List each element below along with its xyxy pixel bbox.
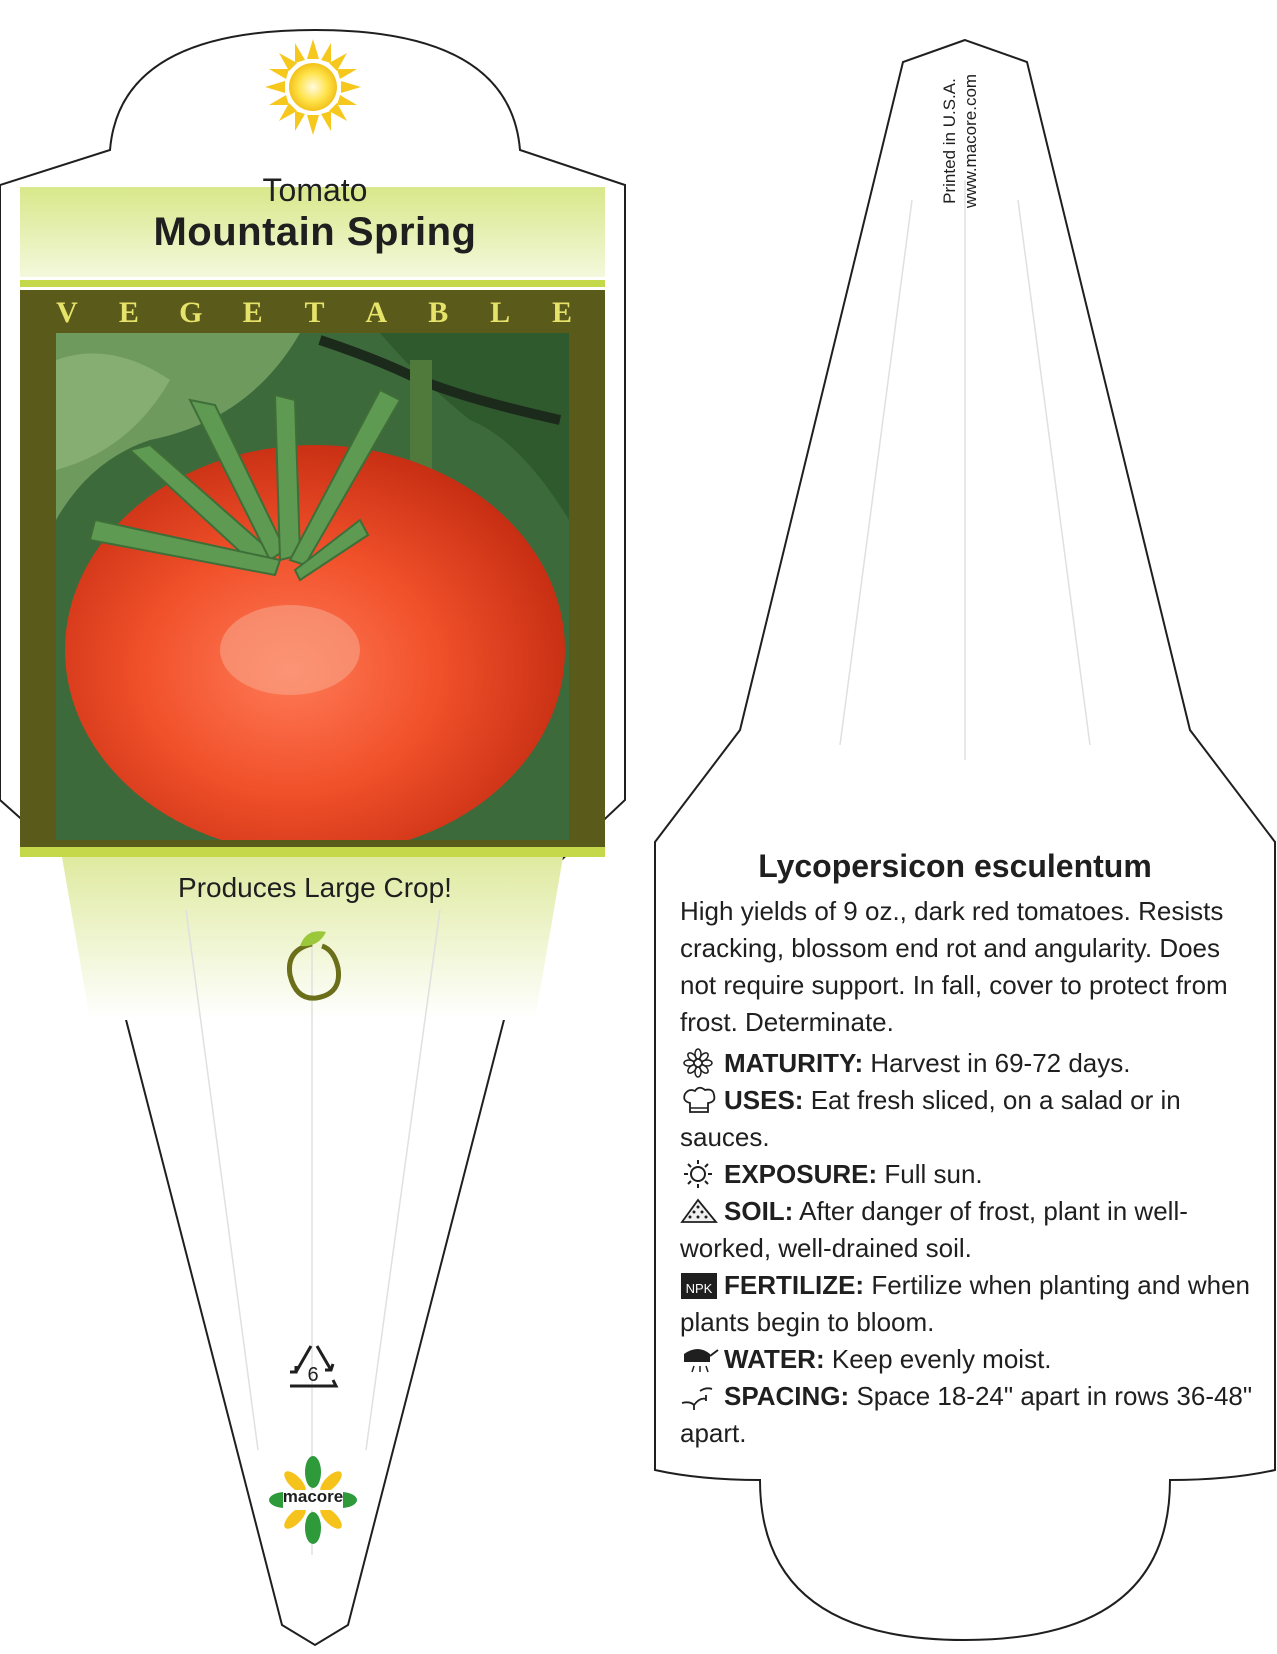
sun-icon xyxy=(680,1159,720,1189)
chef-hat-icon xyxy=(680,1085,720,1115)
care-text: Harvest in 69-72 days. xyxy=(870,1048,1131,1078)
care-text: Fertilize when planting and when plants begin to bloom. xyxy=(680,1270,1251,1337)
care-row-water xyxy=(680,1341,1260,1378)
care-text: After danger of frost, plant in well-worked, well-drained soil. xyxy=(680,1196,1188,1263)
flower-icon xyxy=(680,1048,720,1078)
care-row-spacing xyxy=(680,1378,1260,1452)
category-letter: E xyxy=(118,296,139,329)
category-letter: G xyxy=(179,296,203,329)
npk-label: NPK xyxy=(685,1281,713,1296)
care-instructions xyxy=(680,1045,1260,1452)
care-row-fertilize xyxy=(680,1267,1260,1341)
care-label: MATURITY: xyxy=(724,1048,864,1078)
category-letter: E xyxy=(242,296,263,329)
care-label: SPACING: xyxy=(724,1381,850,1411)
care-row-exposure xyxy=(680,1156,1260,1193)
care-label: WATER: xyxy=(724,1344,825,1374)
tagline: Produces Large Crop! xyxy=(178,872,452,903)
care-row-uses xyxy=(680,1082,1260,1156)
website: www.macore.com xyxy=(961,73,980,209)
care-text: Keep evenly moist. xyxy=(831,1344,1052,1374)
printed-in: Printed in U.S.A. xyxy=(940,78,959,204)
category-letter: B xyxy=(428,296,449,329)
npk-icon xyxy=(680,1270,720,1300)
brand-name: macore xyxy=(282,1487,344,1506)
seedling-spacing-icon xyxy=(680,1381,720,1411)
full-sun-icon xyxy=(265,39,361,135)
care-label: FERTILIZE: xyxy=(724,1270,865,1300)
soil-icon xyxy=(680,1196,720,1226)
category-letter: V xyxy=(56,296,78,329)
care-text: Space 18-24" apart in rows 36-48" apart. xyxy=(680,1381,1253,1448)
recycle-number: 6 xyxy=(307,1364,319,1386)
description: High yields of 9 oz., dark red tomatoes. Resists cracking, blossom end rot and angularity. Does not require support. In fall, cover to protect from frost. Determinate. xyxy=(680,896,1228,1037)
variety-name: Mountain Spring xyxy=(153,210,477,254)
care-row-soil xyxy=(680,1193,1260,1267)
common-name: Tomato xyxy=(262,172,368,208)
care-label: USES: xyxy=(724,1085,804,1115)
category-label xyxy=(52,296,577,330)
care-label: SOIL: xyxy=(724,1196,794,1226)
tomato-photo xyxy=(56,333,569,855)
care-row-maturity xyxy=(680,1045,1260,1082)
category-letter: L xyxy=(490,296,511,329)
care-text: Eat fresh sliced, on a salad or in sauces. xyxy=(680,1085,1181,1152)
care-text: Full sun. xyxy=(884,1159,983,1189)
category-letter: A xyxy=(365,296,388,329)
watering-can-icon xyxy=(680,1344,720,1374)
category-letter: T xyxy=(304,296,325,329)
botanical-name: Lycopersicon esculentum xyxy=(758,848,1152,884)
category-letter: E xyxy=(551,296,572,329)
care-label: EXPOSURE: xyxy=(724,1159,878,1189)
print-info xyxy=(939,61,981,221)
